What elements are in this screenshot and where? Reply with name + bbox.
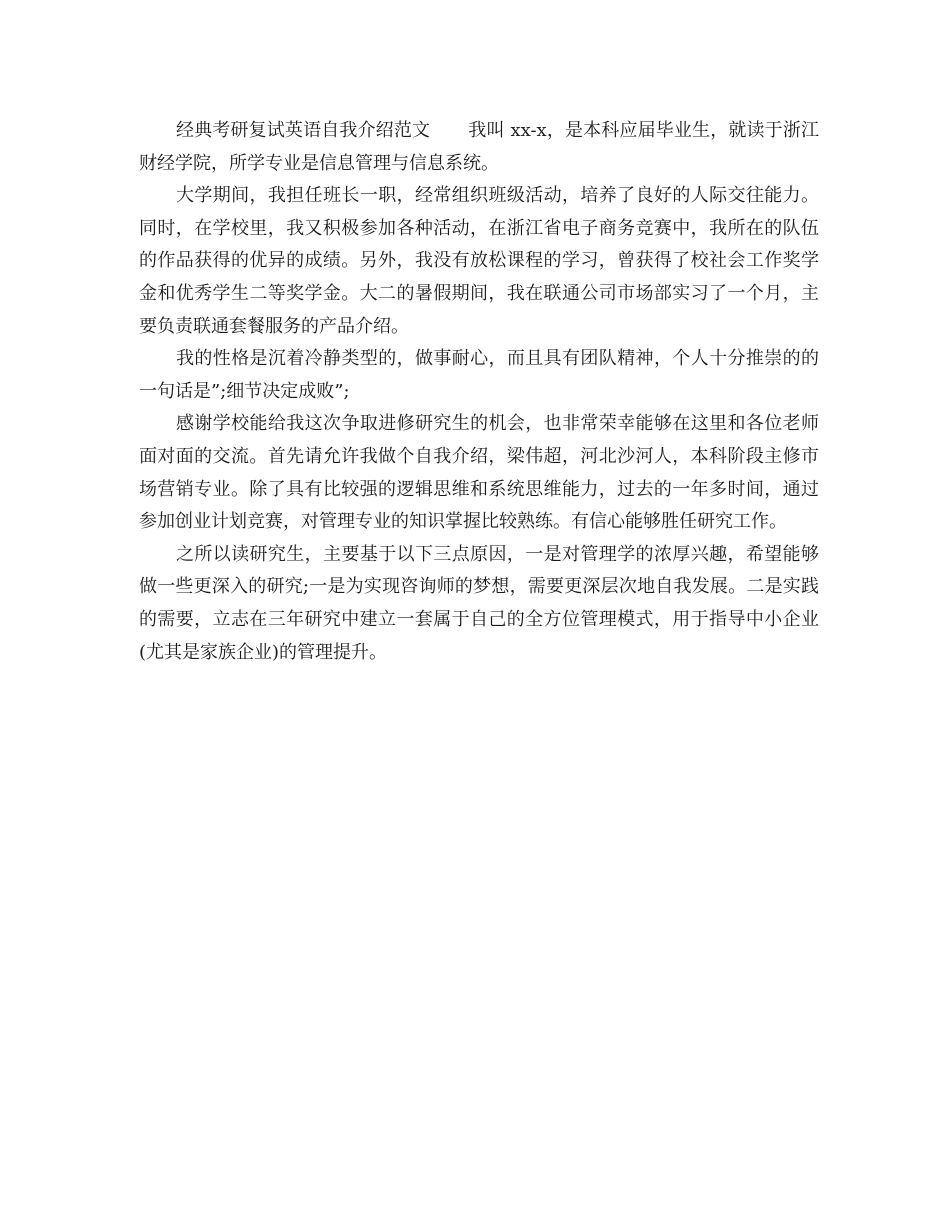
paragraph: 我的性格是沉着冷静类型的，做事耐心，而且具有团队精神，个人十分推崇的的一句话是”;细节决定成败”; — [139, 348, 819, 402]
paragraph-intro — [139, 115, 819, 180]
paragraph: 之所以读研究生，主要基于以下三点原因，一是对管理学的浓厚兴趣，希望能够做一些更深入的研究;一是为实现咨询师的梦想，需要更深层次地自我发展。二是实践的需要，立志在三年研究中建立一套属于自己的全方位管理模式，用于指导中小企业(尤其是家族企业)的管理提升。 — [139, 543, 819, 663]
paragraph: 大学期间，我担任班长一职，经常组织班级活动，培养了良好的人际交往能力。同时，在学校里，我又积极参加各种活动，在浙江省电子商务竞赛中，我所在的队伍的作品获得的优异的成绩。另外，我没有放松课程的学习，曾获得了校社会工作奖学金和优秀学生二等奖学金。大二的暑假期间，我在联通公司市场部实习了一个月，主要负责联通套餐服务的产品介绍。 — [139, 185, 819, 337]
document-body — [139, 115, 819, 669]
paragraph-text: 我叫 xx-x，是本科应届毕业生，就读于浙江财经学院，所学专业是信息管理与信息系统。 — [139, 120, 819, 174]
document-title: 经典考研复试英语自我介绍范文 — [176, 120, 431, 141]
paragraph: 感谢学校能给我这次争取进修研究生的机会，也非常荣幸能够在这里和各位老师面对面的交流。首先请允许我做个自我介绍，梁伟超，河北沙河人，本科阶段主修市场营销专业。除了具有比较强的逻辑思维和系统思维能力，过去的一年多时间，通过参加创业计划竞赛，对管理专业的知识掌握比较熟练。有信心能够胜任研究工作。 — [139, 413, 819, 533]
